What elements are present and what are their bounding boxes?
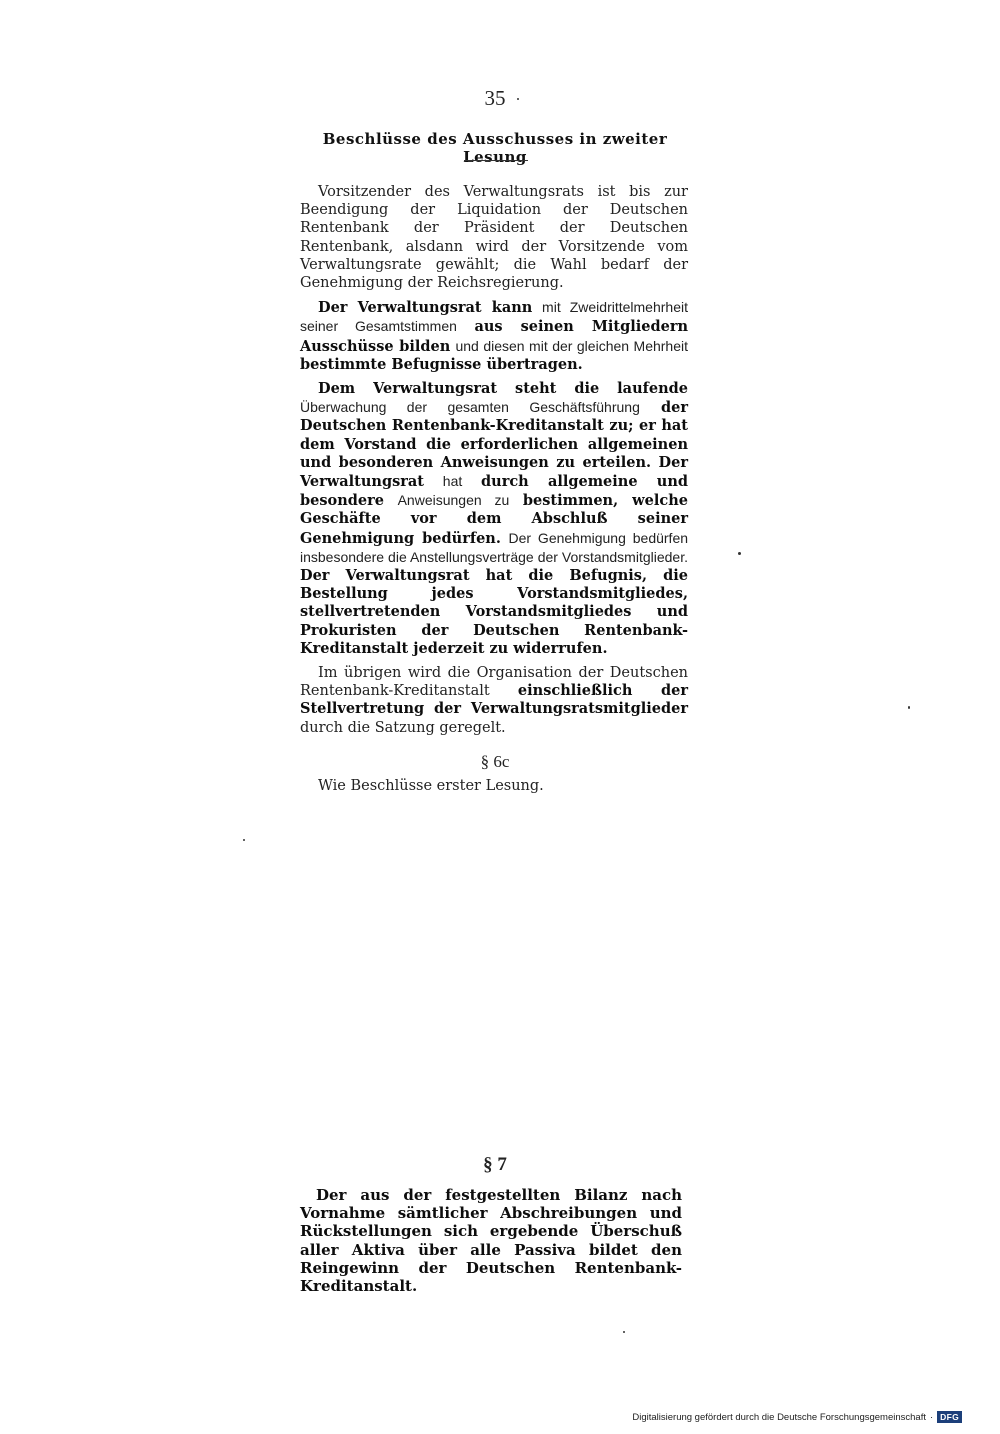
text-bold: bestimmte Befugnisse übertragen. xyxy=(300,355,583,373)
section-7-text: Der aus der festgestellten Bilanz nach Vornahme sämtlicher Abschreibungen und Rückstellungen sich ergebende Überschuß aller Aktiva über alle Passiva bildet den Reingewinn der Deutschen Rentenbank-Kreditanstalt. xyxy=(300,1186,682,1296)
scan-speck xyxy=(908,706,910,709)
text-bold: aus seinen Mitgliedern Ausschüsse bilden xyxy=(300,318,689,355)
text-plain: Anweisungen zu xyxy=(397,492,510,509)
footer-credit xyxy=(632,1411,962,1423)
page-number: 35 xyxy=(484,86,506,110)
text-plain: Im übrigen wird die Organisation der Deutschen Rentenbank-Kreditanstalt xyxy=(300,665,688,700)
text-bold: bestimmen, welche Geschäfte vor dem Abschluß seiner Genehmigung bedürfen. xyxy=(300,492,688,547)
text-bold: einschließlich der Stellvertretung der Verwaltungsratsmitglieder xyxy=(300,682,689,718)
text-bold: Der Verwaltungsrat kann xyxy=(318,299,533,317)
paragraph-supervision xyxy=(300,380,688,658)
scan-speck xyxy=(517,98,519,100)
text-bold: Der Verwaltungsrat hat die Befugnis, die Bestellung jedes Vorstandsmitgliedes, stellvertretenden Vorstandsmitgliedes und Prokuristen der Deutschen Rentenbank-Kreditanstalt jederzeit zu widerrufen. xyxy=(300,567,688,657)
text-bold: der Deutschen Rentenbank-Kreditanstalt zu; er hat dem Vorstand die erforderlichen allgemeinen und besonderen Anweisungen zu erteilen. Der Verwaltungsrat xyxy=(300,399,689,491)
text-plain: hat xyxy=(442,473,463,490)
paragraph-chairman: Vorsitzender des Verwaltungsrats ist bis zur Beendigung der Liquidation der Deutschen Rentenbank der Präsident der Deutschen Rentenbank, alsdann wird der Vorsitzende vom Verwaltungsrate gewählt; die Wahl bedarf der Genehmigung der Reichsregierung. xyxy=(300,184,688,292)
page-heading: Beschlüsse des Ausschusses in zweiter Lesung xyxy=(322,130,668,166)
footer-separator: · xyxy=(929,1411,934,1423)
scan-speck xyxy=(623,1331,625,1333)
text-bold: Dem Verwaltungsrat steht die laufende xyxy=(318,380,688,398)
text-plain: Der Genehmigung bedürfen insbesondere die Anstellungsverträge der Vorstandsmitglieder. xyxy=(300,529,689,565)
scan-speck xyxy=(243,839,245,841)
text-plain: durch die Satzung geregelt. xyxy=(300,719,506,736)
section-6c-text: Wie Beschlüsse erster Lesung. xyxy=(318,778,544,794)
text-plain: und diesen mit der gleichen Mehrheit xyxy=(455,337,688,354)
paragraph-organisation xyxy=(300,664,688,737)
footer-credit-text: Digitalisierung gefördert durch die Deutsche Forschungsgemeinschaft xyxy=(632,1411,926,1423)
text-bold: durch allgemeine und besondere xyxy=(300,473,688,510)
scan-speck xyxy=(738,552,741,555)
dfg-logo-icon: DFG xyxy=(937,1411,962,1423)
text-plain: Überwachung der gesamten Geschäftsführung xyxy=(300,399,640,416)
text-plain: mit Zweidrittelmehrheit seiner Gesamtstimmen xyxy=(300,299,688,335)
heading-divider xyxy=(464,160,528,161)
paragraph-committees xyxy=(300,298,688,374)
section-6c-mark: § 6c xyxy=(480,752,510,771)
article-body xyxy=(300,183,688,743)
section-7-mark: § 7 xyxy=(483,1154,507,1175)
